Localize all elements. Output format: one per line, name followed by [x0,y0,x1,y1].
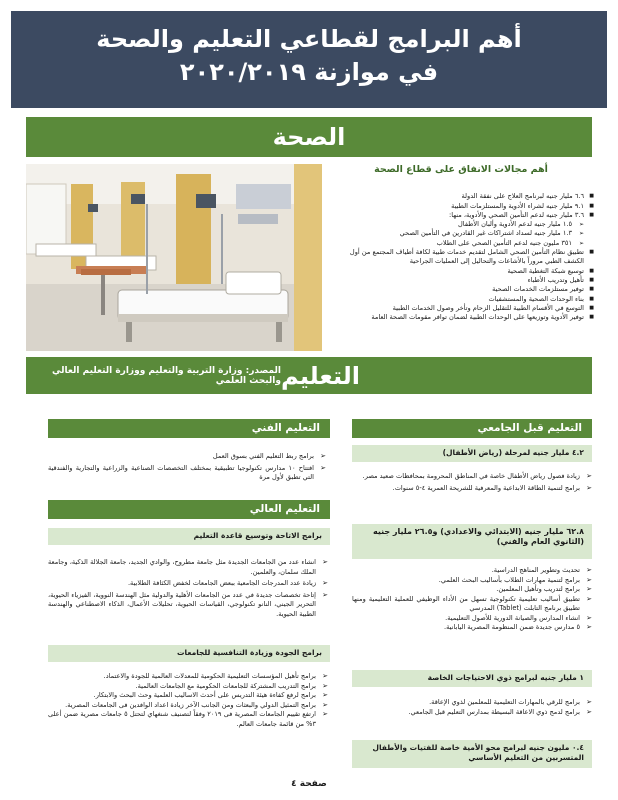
basic-education-heading: ٦٢.٨ مليار جنيه (الابتدائي والاعدادي) و٢٦.٥ مليار جنيه (الثانوي العام والفني) [352,524,592,559]
list-item: ■ توفير مستلزمات الخدمات الصحية [328,285,594,294]
list-item: ➢ انشاء المدارس والصيانة الدورية للأصول التعليمية. [352,614,592,624]
list-item: ➢ ٣٥١ مليون جنيه لدعم التأمين الصحي على الطلاب [328,239,594,248]
list-item: ➢ ٥ مدارس جديدة ضمن المنظومة المصرية اليابانية. [352,623,592,633]
quality-programs-list [48,672,328,729]
kindergarten-heading: ٤.٢ مليار جنيه لمرحلة (رياض الأطفال) [352,445,592,462]
list-item: ➢ برامج لتنمية مهارات الطلاب بأساليب البحث العلمي. [352,576,592,586]
list-item: ➢ برامج للرقي بالمهارات التعليمية للمعلمين لذوي الإعاقة. [352,698,592,708]
list-item: ➢ ١.٥ مليار جنيه لدعم الأدوية وألبان الأطفال [328,220,594,229]
page-header [11,11,607,108]
list-item: ➢ ١.٣ مليار جنيه لسداد اشتراكات غير القادرين في التأمين الصحي [328,229,594,238]
quality-programs-heading: برامج الجودة وزيادة التنافسية للجامعات [48,645,330,662]
list-item: ■ توسيع شبكة التغطية الصحية [328,267,594,276]
access-programs-list [48,558,328,621]
list-item: ■ ٦.٦ مليار جنيه لبرنامج العلاج على نفقة الدولة [328,192,594,201]
education-source-note: المصدر: وزارة التربية والتعليم ووزارة التعليم العالي والبحث العلمي [52,365,281,386]
page-number: صفحة ٤ [291,779,327,789]
list-item: ➢ ارتفع تقييم الجامعات المصرية فى ٢٠١٩ وفقاً لتصنيف شنغهاي لتحتل ٥ جامعات مصرية ضمن أعلى ٣% من قائمة جامعات العالم. [48,710,328,729]
list-item: ➢ تحديث وتطوير المناهج الدراسية. [352,566,592,576]
list-item: ➢ برامج تأهيل المؤسسات التعليمية الحكومية للمعدلات العالمية للجودة والاعتماد. [48,672,328,682]
header-title-line1: أهم البرامج لقطاعي التعليم والصحة [96,25,522,53]
hospital-room-photo [26,164,322,351]
list-item: ➢ برامج التدريب المشتركة للجامعات الحكومية مع الجامعات العالمية. [48,682,328,692]
list-item: ➢ برامج لتدريب وتأهيل المعلمين. [352,585,592,595]
list-item: ➢ زيادة عدد المدرجات الجامعية ببعض الجامعات لخفض الكثافة الطلابية. [48,579,328,589]
education-section-bar [26,357,592,394]
list-item: ■ بناء الوحدات الصحية والمستشفيات [328,295,594,304]
list-item: ■ ٣.٦ مليار جنيه لدعم التأمين الصحي والأدوية، منها: [328,211,594,220]
education-section-title: التعليم [281,361,360,390]
higher-education-title: التعليم العالي [48,500,330,519]
list-item: ➢ برامج لدمج ذوي الاعاقة البسيطة بمدارس التعليم قبل الجامعي. [352,708,592,718]
list-item: ➢ زيادة فصول رياض الأطفال خاصة في المناطق المحرومة بمحافظات صعيد مصر. [352,472,592,482]
literacy-heading: ٠.٤ مليون جنيه لبرامج محو الأمية خاصة للفتيات والأطفال المتسربين من التعليم الأساسي [352,740,592,768]
special-needs-list [352,698,592,717]
technical-education-title: التعليم الفني [48,419,330,438]
list-item: ■ توفير الأدوية وتوزيعها على الوحدات الطبية لضمان توافر مقومات الصحة العامة [328,313,594,322]
list-item: ➢ برامج لتنمية الطاقة الابداعية والمعرفية للشريحة العمرية ٤-٥ سنوات. [352,484,592,494]
list-item: ■ تطبيق نظام التأمين الصحي الشامل لتقديم خدمات طبية لكافة أطياف المجتمع من أول الكشف الطبي مروراً بالأشاعات والتحاليل إلى العمليات الجراحية [328,248,594,267]
list-item: ➢ افتتاح ١٠ مدارس تكنولوجيا تطبيقية بمختلف التخصصات الصناعية والزراعية والتجارية والفندقية التي تطبق لأول مرة [48,464,326,483]
list-item: ■ ٩.١ مليار جنيه لشراء الأدوية والمستلزمات الطبية [328,202,594,211]
list-item: ■ التوسع في الأقسام الطبية للتقليل الزحام وتأخر وصول الخدمات الطبية [328,304,594,313]
access-programs-heading: برامج الاتاحة وتوسيع قاعدة التعليم [48,528,330,545]
list-item: ➢ انشاء عدد من الجامعات الجديدة مثل جامعة مطروح، والوادي الجديد، جامعة الجلالة الذكية، وجامعة الملك سلمان، والعلمين. [48,558,328,577]
list-item: ➢ إتاحة تخصصات جديدة في عدد من الجامعات الأهلية والدولية مثل الهندسة النووية، الفيزياء الحيوية، التحرير الجيني، النانو تكنولوجي، القياسات الحيوية، تحليلات الأعمال، الذكاء الاصطناعي والهندسة الطبية الحيوية. [48,591,328,620]
health-list-heading: أهم مجالات الانفاق على قطاع الصحة [374,164,548,175]
header-title-line2: في موازنة ٢٠٢٠/٢٠١٩ [179,58,439,86]
health-spending-list [328,164,594,352]
list-item: ■ تأهيل وتدريب الأطباء [328,276,594,285]
list-item: ➢ برامج لرفع كفاءة هيئة التدريس على أحدث الاساليب العلمية وحث البحث والابتكار. [48,691,328,701]
special-needs-heading: ١ مليار جنيه لبرامج ذوي الاحتياجات الخاصة [352,670,592,687]
kindergarten-list [352,472,592,495]
health-section-title: الصحة [26,117,592,157]
list-item: ➢ برامج ربط التعليم الفني بسوق العمل [48,452,326,462]
list-item: ➢ تطبيق أساليب تعليمية تكنولوجية تسهل من الأداء الوظيفي للعملية التعليمية ومنها تطبيق برنامج التابلت (Tablet) المدرسي [352,595,592,614]
pre-university-title: التعليم قبل الجامعي [352,419,592,438]
basic-education-list [352,566,592,633]
technical-education-list [48,452,326,485]
list-item: ➢ برامج التمثيل الدولي والبعثات ومن الجانب الآخر زيادة اعداد الوافدين فى الجامعات المصرية. [48,701,328,711]
